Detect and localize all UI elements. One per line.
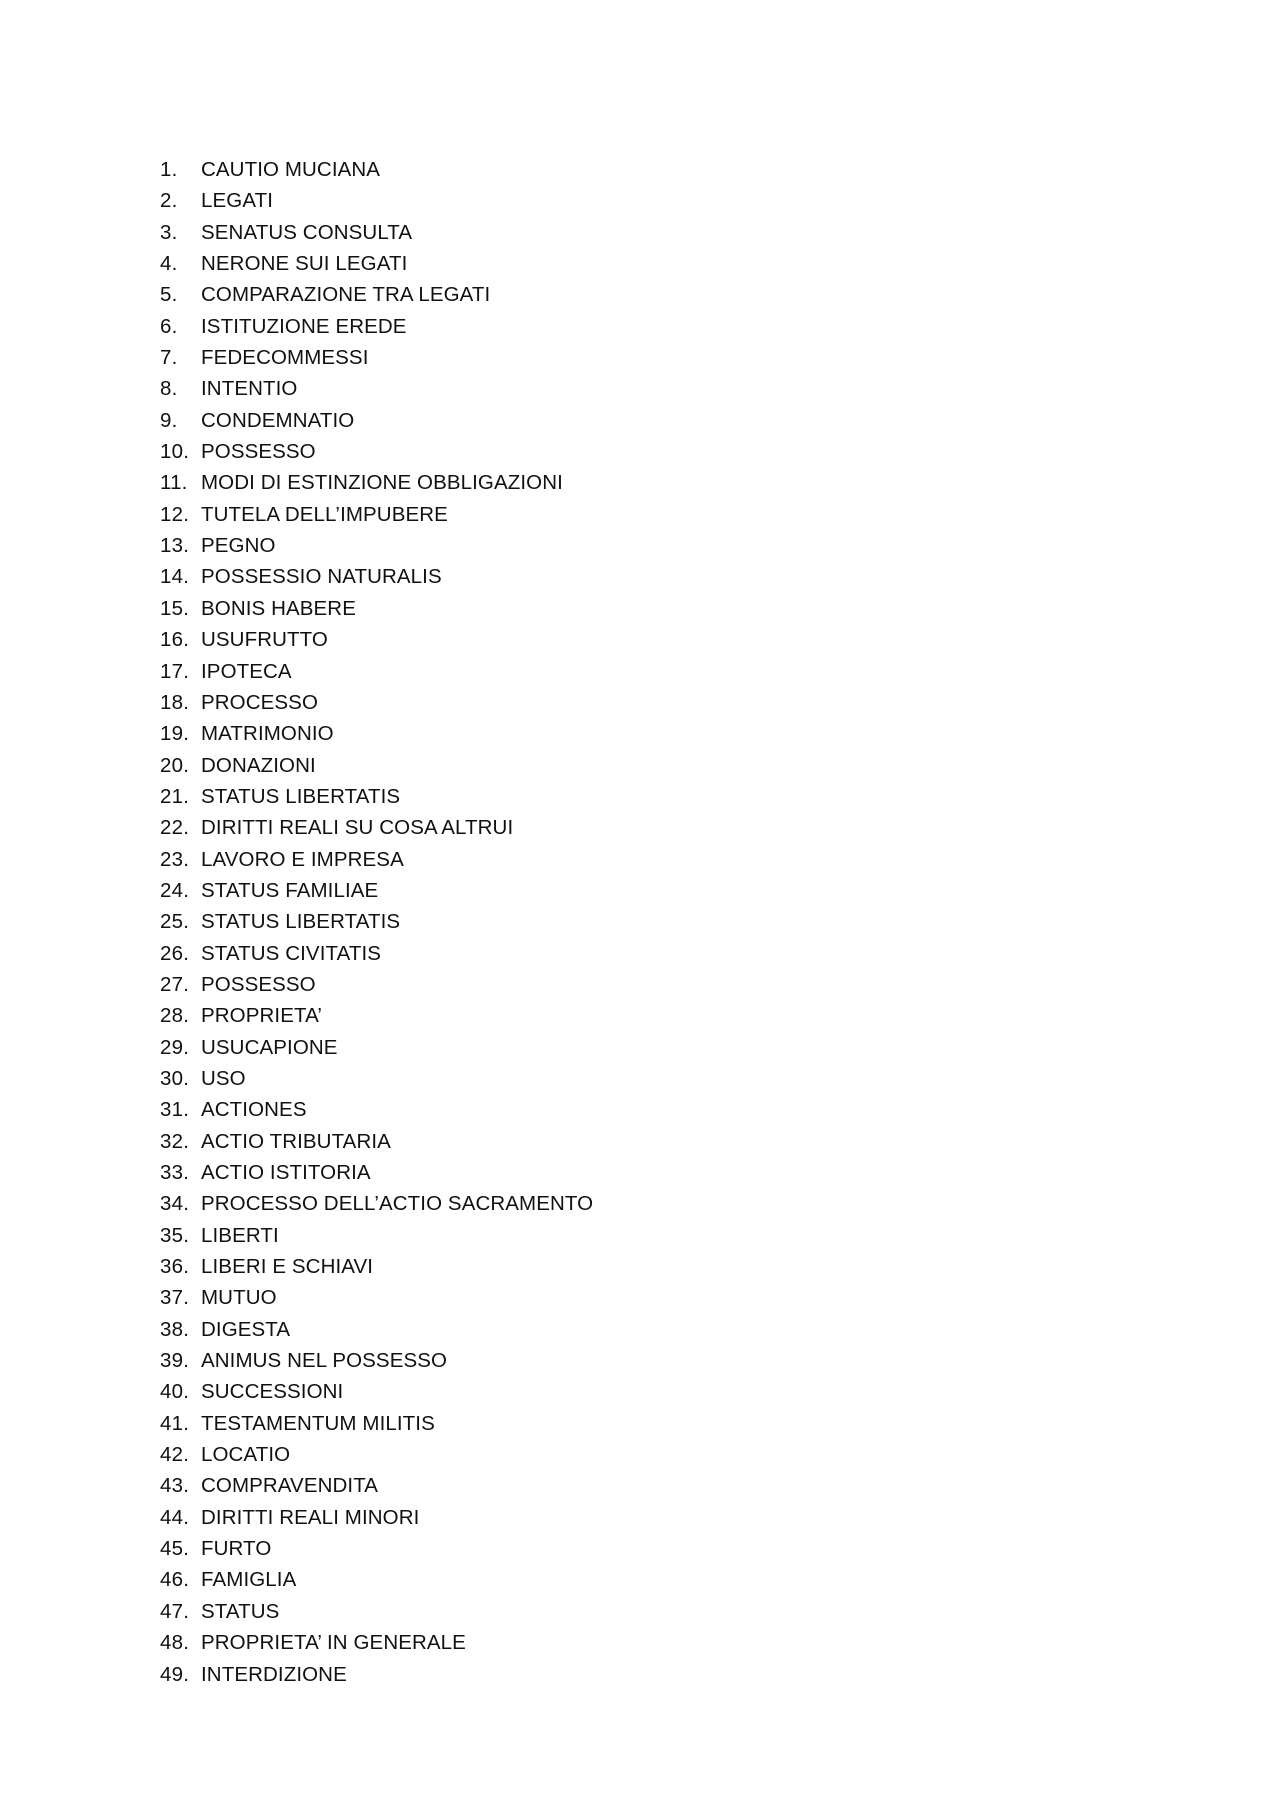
item-text: STATUS LIBERTATIS: [201, 784, 401, 808]
list-item: [160, 342, 593, 373]
item-text: CONDEMNATIO: [201, 408, 355, 432]
item-text: ANIMUS NEL POSSESSO: [201, 1349, 448, 1373]
list-item: [160, 593, 593, 624]
item-text: FAMIGLIA: [201, 1568, 297, 1592]
item-number: 7.: [160, 346, 178, 370]
list-item: [160, 1376, 593, 1407]
list-item: [160, 1126, 593, 1157]
item-text: PROCESSO: [201, 690, 318, 714]
item-text: FEDECOMMESSI: [201, 346, 369, 370]
item-number: 15.: [160, 596, 190, 620]
item-number: 18.: [160, 690, 190, 714]
list-item: [160, 1063, 593, 1094]
list-item: [160, 467, 593, 498]
item-text: POSSESSO: [201, 972, 316, 996]
item-text: COMPARAZIONE TRA LEGATI: [201, 283, 491, 307]
item-text: ISTITUZIONE EREDE: [201, 314, 407, 338]
item-number: 43.: [160, 1474, 190, 1498]
list-item: [160, 750, 593, 781]
item-number: 5.: [160, 283, 178, 307]
item-text: STATUS FAMILIAE: [201, 878, 379, 902]
item-number: 48.: [160, 1631, 190, 1655]
list-item: [160, 624, 593, 655]
item-number: 9.: [160, 408, 178, 432]
item-number: 36.: [160, 1255, 190, 1279]
item-text: DIRITTI REALI SU COSA ALTRUI: [201, 816, 514, 840]
item-text: STATUS: [201, 1599, 280, 1623]
item-number: 37.: [160, 1286, 190, 1310]
item-text: BONIS HABERE: [201, 596, 356, 620]
list-item: [160, 217, 593, 248]
list-item: [160, 844, 593, 875]
item-number: 45.: [160, 1537, 190, 1561]
list-item: [160, 938, 593, 969]
item-text: USUFRUTTO: [201, 628, 328, 652]
item-text: NERONE SUI LEGATI: [201, 252, 408, 276]
item-text: STATUS LIBERTATIS: [201, 910, 401, 934]
item-text: CAUTIO MUCIANA: [201, 158, 381, 181]
list-item: [160, 812, 593, 843]
list-item: [160, 154, 593, 185]
item-text: FURTO: [201, 1537, 272, 1561]
item-text: ACTIO TRIBUTARIA: [201, 1129, 391, 1153]
item-text: LAVORO E IMPRESA: [201, 847, 404, 871]
list-item: [160, 530, 593, 561]
item-text: DIGESTA: [201, 1317, 291, 1341]
item-number: 38.: [160, 1317, 190, 1341]
list-item: [160, 1564, 593, 1595]
item-text: PEGNO: [201, 534, 276, 558]
item-text: LIBERI E SCHIAVI: [201, 1255, 374, 1279]
item-number: 1.: [160, 158, 178, 181]
item-number: 22.: [160, 816, 190, 840]
list-item: [160, 1408, 593, 1439]
item-number: 28.: [160, 1004, 190, 1028]
list-item: [160, 656, 593, 687]
list-item: [160, 906, 593, 937]
list-item: [160, 1659, 593, 1690]
item-number: 13.: [160, 534, 190, 558]
list-item: [160, 561, 593, 592]
list-item: [160, 436, 593, 467]
item-text: MATRIMONIO: [201, 722, 334, 746]
item-number: 23.: [160, 847, 190, 871]
item-number: 20.: [160, 753, 190, 777]
item-number: 17.: [160, 659, 190, 683]
item-text: DONAZIONI: [201, 753, 316, 777]
list-item: [160, 1596, 593, 1627]
item-text: LEGATI: [201, 189, 273, 213]
item-number: 49.: [160, 1662, 190, 1686]
item-number: 31.: [160, 1098, 190, 1122]
list-item: [160, 1627, 593, 1658]
list-item: [160, 1502, 593, 1533]
item-number: 30.: [160, 1066, 190, 1090]
item-number: 29.: [160, 1035, 190, 1059]
item-text: LIBERTI: [201, 1223, 279, 1247]
item-text: SENATUS CONSULTA: [201, 220, 413, 244]
item-number: 46.: [160, 1568, 190, 1592]
item-text: INTERDIZIONE: [201, 1662, 347, 1686]
item-text: TESTAMENTUM MILITIS: [201, 1411, 435, 1435]
item-number: 34.: [160, 1192, 190, 1216]
list-item: [160, 1000, 593, 1031]
item-number: 35.: [160, 1223, 190, 1247]
item-text: PROPRIETA’: [201, 1004, 322, 1028]
list-item: [160, 1220, 593, 1251]
item-text: TUTELA DELL’IMPUBERE: [201, 502, 448, 526]
list-item: [160, 1032, 593, 1063]
list-item: [160, 311, 593, 342]
item-text: ACTIONES: [201, 1098, 307, 1122]
list-item: [160, 185, 593, 216]
item-text: MUTUO: [201, 1286, 277, 1310]
list-item: [160, 781, 593, 812]
list-item: [160, 1533, 593, 1564]
item-text: USUCAPIONE: [201, 1035, 338, 1059]
list-item: [160, 405, 593, 436]
item-number: 19.: [160, 722, 190, 746]
list-item: [160, 1439, 593, 1470]
list-item: [160, 1345, 593, 1376]
item-number: 24.: [160, 878, 190, 902]
item-number: 11.: [160, 471, 188, 495]
item-text: PROCESSO DELL’ACTIO SACRAMENTO: [201, 1192, 594, 1216]
list-item: [160, 279, 593, 310]
item-text: POSSESSO: [201, 440, 316, 464]
item-number: 10.: [160, 440, 190, 464]
item-number: 16.: [160, 628, 190, 652]
item-number: 40.: [160, 1380, 190, 1404]
item-text: SUCCESSIONI: [201, 1380, 344, 1404]
item-number: 2.: [160, 189, 178, 213]
item-text: INTENTIO: [201, 377, 298, 401]
item-number: 41.: [160, 1411, 190, 1435]
list-item: [160, 499, 593, 530]
item-number: 26.: [160, 941, 190, 965]
item-number: 6.: [160, 314, 178, 338]
list-item: [160, 718, 593, 749]
item-text: POSSESSIO NATURALIS: [201, 565, 442, 589]
item-text: IPOTECA: [201, 659, 292, 683]
item-number: 4.: [160, 252, 178, 276]
item-text: STATUS CIVITATIS: [201, 941, 382, 965]
item-text: MODI DI ESTINZIONE OBBLIGAZIONI: [201, 471, 563, 495]
list-item: [160, 1188, 593, 1219]
item-text: DIRITTI REALI MINORI: [201, 1505, 420, 1529]
list-item: [160, 969, 593, 1000]
item-number: 14.: [160, 565, 190, 589]
list-item: [160, 1251, 593, 1282]
list-item: [160, 1157, 593, 1188]
list-item: [160, 1094, 593, 1125]
item-number: 27.: [160, 972, 190, 996]
item-text: USO: [201, 1066, 246, 1090]
list-item: [160, 1470, 593, 1501]
item-text: COMPRAVENDITA: [201, 1474, 379, 1498]
item-number: 44.: [160, 1505, 190, 1529]
item-text: ACTIO ISTITORIA: [201, 1161, 371, 1184]
item-number: 47.: [160, 1599, 190, 1623]
item-text: PROPRIETA’ IN GENERALE: [201, 1631, 466, 1655]
list-item: [160, 248, 593, 279]
item-number: 42.: [160, 1443, 190, 1467]
list-item: [160, 1314, 593, 1345]
list-item: [160, 373, 593, 404]
list-item: [160, 875, 593, 906]
item-number: 21.: [160, 784, 190, 808]
item-number: 12.: [160, 502, 190, 526]
item-number: 33.: [160, 1161, 190, 1184]
topic-list: [160, 154, 593, 1690]
item-number: 3.: [160, 220, 178, 244]
item-number: 8.: [160, 377, 178, 401]
item-number: 32.: [160, 1129, 190, 1153]
item-text: LOCATIO: [201, 1443, 291, 1467]
list-item: [160, 1282, 593, 1313]
item-number: 39.: [160, 1349, 190, 1373]
list-item: [160, 687, 593, 718]
item-number: 25.: [160, 910, 190, 934]
